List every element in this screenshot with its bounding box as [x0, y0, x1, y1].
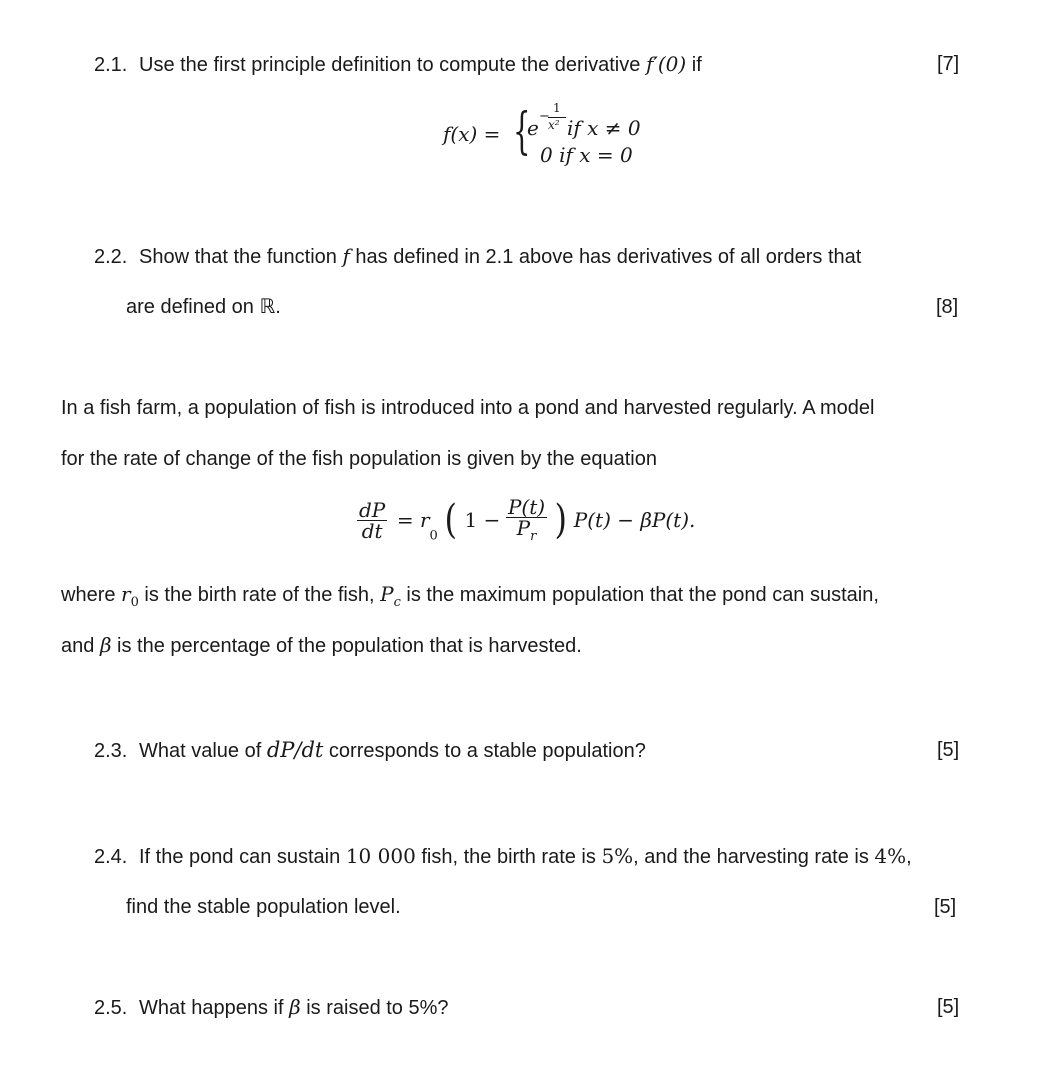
math-r-sub: 0	[130, 595, 139, 610]
question-text-cont: has defined in 2.1 above has derivatives of all orders that	[349, 246, 862, 268]
where-text-d: and	[61, 635, 100, 657]
where-text-c: is the maximum population that the pond can sustain,	[400, 584, 879, 606]
question-2-3	[94, 740, 646, 761]
exp-numerator: 1	[553, 101, 561, 115]
question-2-4	[94, 846, 912, 867]
r-subscript: 0	[429, 528, 438, 544]
question-number: 2.4.	[94, 846, 128, 868]
equation-rest: P(t) − βP(t).	[573, 508, 696, 532]
ratio-denominator-sub: r	[530, 529, 537, 544]
math-P-sub: c	[393, 595, 401, 610]
dPdt-denominator: dt	[357, 520, 387, 541]
right-paren: )	[554, 497, 567, 543]
exp-sign: −	[539, 109, 550, 124]
case2: 0 if x = 0	[540, 143, 633, 167]
question-text: Show that the function	[139, 246, 343, 268]
math-5pct: 5%	[601, 844, 634, 868]
population-equation	[357, 497, 695, 557]
marks-2-3: [5]	[937, 739, 960, 761]
where-line-2	[61, 635, 582, 656]
question-2-5	[94, 997, 449, 1018]
question-2-4-line2: find the stable population level.	[126, 896, 401, 918]
ratio-fraction	[506, 497, 547, 543]
marks-2-2: [8]	[936, 296, 959, 318]
exp-base: e	[527, 116, 539, 140]
question-number: 2.3.	[94, 740, 128, 762]
marks-2-5: [5]	[937, 996, 960, 1018]
question-2-2-line2: are defined on ℝ.	[126, 296, 281, 318]
where-text-a: where	[61, 584, 122, 606]
question-text-a: If the pond can sustain	[139, 846, 346, 868]
math-r: r	[121, 582, 131, 606]
question-text: Use the first principle definition to compute the derivative	[139, 54, 646, 76]
where-text-b: is the birth rate of the fish,	[138, 584, 381, 606]
where-line-1	[61, 584, 879, 609]
math-beta: β	[289, 995, 301, 1019]
question-text-end: is raised to 5%?	[300, 997, 449, 1019]
intro-line-1: In a fish farm, a population of fish is introduced into a pond and harvested regularly. A model	[61, 397, 875, 419]
marks-2-4: [5]	[934, 896, 957, 918]
math-beta: β	[99, 633, 112, 657]
dPdt-numerator: dP	[359, 497, 386, 522]
math-4pct: 4%	[874, 844, 907, 868]
question-text: What happens if	[139, 997, 290, 1019]
ratio-denominator	[506, 517, 547, 543]
exp-denominator: x²	[548, 118, 560, 132]
question-2-1	[94, 54, 702, 75]
marks-2-1: [7]	[937, 53, 960, 75]
question-text-end: corresponds to a stable population?	[323, 740, 646, 762]
question-number: 2.1.	[94, 54, 128, 76]
question-text-end: if	[686, 54, 702, 76]
equals-r: = r	[396, 508, 430, 532]
question-text: What value of	[139, 740, 267, 762]
math-f: f	[342, 244, 350, 268]
ratio-denominator-P: P	[516, 516, 531, 540]
math-dPdt: dP/dt	[266, 738, 324, 762]
ratio-numerator: P(t)	[507, 495, 546, 519]
one-minus: 1 −	[464, 508, 501, 532]
formula-lhs: f(x) =	[443, 122, 501, 146]
question-text-c: , and the harvesting rate is	[633, 846, 875, 868]
question-text-b: fish, the birth rate is	[415, 846, 602, 868]
dPdt-fraction	[357, 497, 387, 543]
left-paren: (	[444, 497, 458, 543]
question-number: 2.2.	[94, 246, 128, 268]
question-number: 2.5.	[94, 997, 128, 1019]
where-text-e: is the percentage of the population that is harvested.	[111, 635, 582, 657]
question-2-2	[94, 246, 861, 267]
math-10000: 10 000	[345, 844, 416, 868]
case1-condition: if x ≠ 0	[567, 116, 641, 140]
intro-line-2: for the rate of change of the fish population is given by the equation	[61, 448, 657, 470]
question-text-d: ,	[906, 846, 912, 868]
brace-icon: {	[513, 102, 531, 160]
math-expression: f′(0)	[645, 52, 687, 76]
math-P: P	[380, 582, 394, 606]
